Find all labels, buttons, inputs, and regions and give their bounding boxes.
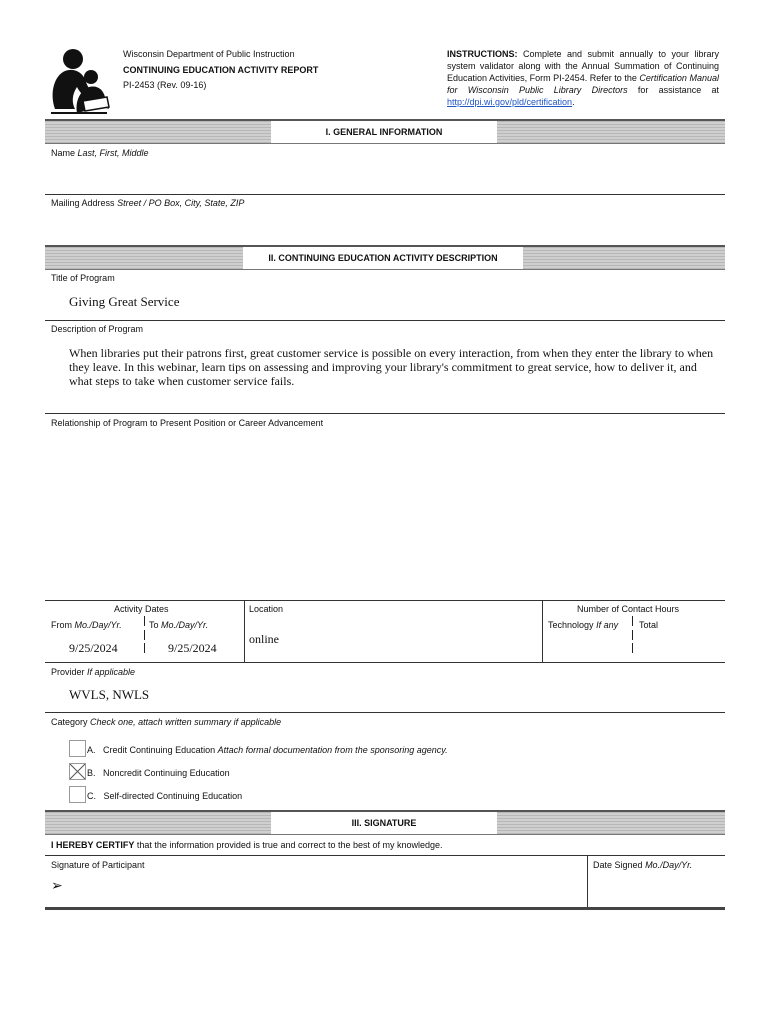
description-field[interactable]: When libraries put their patrons first, great customer service is possible on every interaction, from when they enter the library to when they leave. In this webinar, learn tips on assessing and improving your library's commitment to great service, how to deliver it, and what steps to take when customer service fails.	[69, 346, 714, 388]
from-date-label: From Mo./Day/Yr.	[51, 620, 122, 630]
category-a-checkbox[interactable]	[69, 740, 86, 757]
location-label: Location	[249, 604, 284, 614]
category-b-checkbox[interactable]	[69, 763, 86, 780]
section-header-general: I. GENERAL INFORMATION	[45, 119, 725, 144]
provider-field[interactable]: WVLS, NWLS	[69, 687, 150, 702]
name-label: Name Last, First, Middle	[51, 148, 149, 158]
signature-field[interactable]	[70, 874, 580, 904]
section-header-signature: III. SIGNATURE	[45, 810, 725, 835]
contact-hours-label: Number of Contact Hours	[577, 604, 680, 614]
category-c-label: C. Self-directed Continuing Education	[87, 791, 243, 801]
location-field[interactable]: online	[249, 632, 279, 646]
total-hours-field[interactable]	[639, 632, 719, 656]
provider-label: Provider If applicable	[51, 667, 136, 677]
reading-figures-icon	[47, 47, 113, 115]
department-name: Wisconsin Department of Public Instruction	[123, 49, 295, 59]
to-date-label: To Mo./Day/Yr.	[149, 620, 209, 630]
category-a-label: A. Credit Continuing Education Attach formal documentation from the sponsoring agency.	[87, 745, 448, 755]
dpi-logo	[47, 47, 113, 115]
form-number: PI-2453 (Rev. 09-16)	[123, 80, 207, 90]
activity-dates-label: Activity Dates	[114, 604, 169, 614]
section-header-activity: II. CONTINUING EDUCATION ACTIVITY DESCRIPTION	[45, 245, 725, 270]
program-title-field[interactable]: Giving Great Service	[69, 294, 180, 309]
bottom-rule	[45, 907, 725, 910]
mailing-address-label: Mailing Address Street / PO Box, City, State, ZIP	[51, 198, 245, 208]
from-date-field[interactable]: 9/25/2024	[69, 641, 118, 655]
total-hours-label: Total	[639, 620, 659, 630]
category-b-label: B. Noncredit Continuing Education	[87, 768, 230, 778]
signature-label: Signature of Participant	[51, 860, 145, 870]
category-c-checkbox[interactable]	[69, 786, 86, 803]
technology-hours-field[interactable]	[548, 632, 628, 656]
checkmark-x-icon	[70, 764, 85, 779]
signature-arrow-icon: ➢	[51, 878, 63, 894]
description-label: Description of Program	[51, 324, 144, 334]
program-title-label: Title of Program	[51, 273, 115, 283]
relationship-label: Relationship of Program to Present Position or Career Advancement	[51, 418, 324, 428]
report-title: CONTINUING EDUCATION ACTIVITY REPORT	[123, 65, 319, 75]
name-field[interactable]	[51, 160, 721, 192]
category-label: Category Check one, attach written summary if applicable	[51, 717, 282, 727]
relationship-field[interactable]	[51, 432, 721, 592]
certification-link[interactable]: http://dpi.wi.gov/pld/certification	[447, 97, 573, 107]
date-signed-label: Date Signed Mo./Day/Yr.	[593, 860, 693, 870]
certify-statement: I HEREBY CERTIFY that the information provided is true and correct to the best of my knowledge.	[51, 840, 443, 850]
date-signed-field[interactable]	[593, 874, 719, 904]
mailing-address-field[interactable]	[51, 210, 721, 242]
to-date-field[interactable]: 9/25/2024	[168, 641, 217, 655]
instructions: INSTRUCTIONS: Complete and submit annually to your library system validator along with the Annual Summation of Continuing Education Activities, Form PI-2454. Refer to the Certification Manual for Wisconsin Public Library Directors for assistance at http://dpi.wi.gov/pld/certification.	[447, 49, 719, 107]
technology-hours-label: Technology If any	[548, 620, 619, 630]
